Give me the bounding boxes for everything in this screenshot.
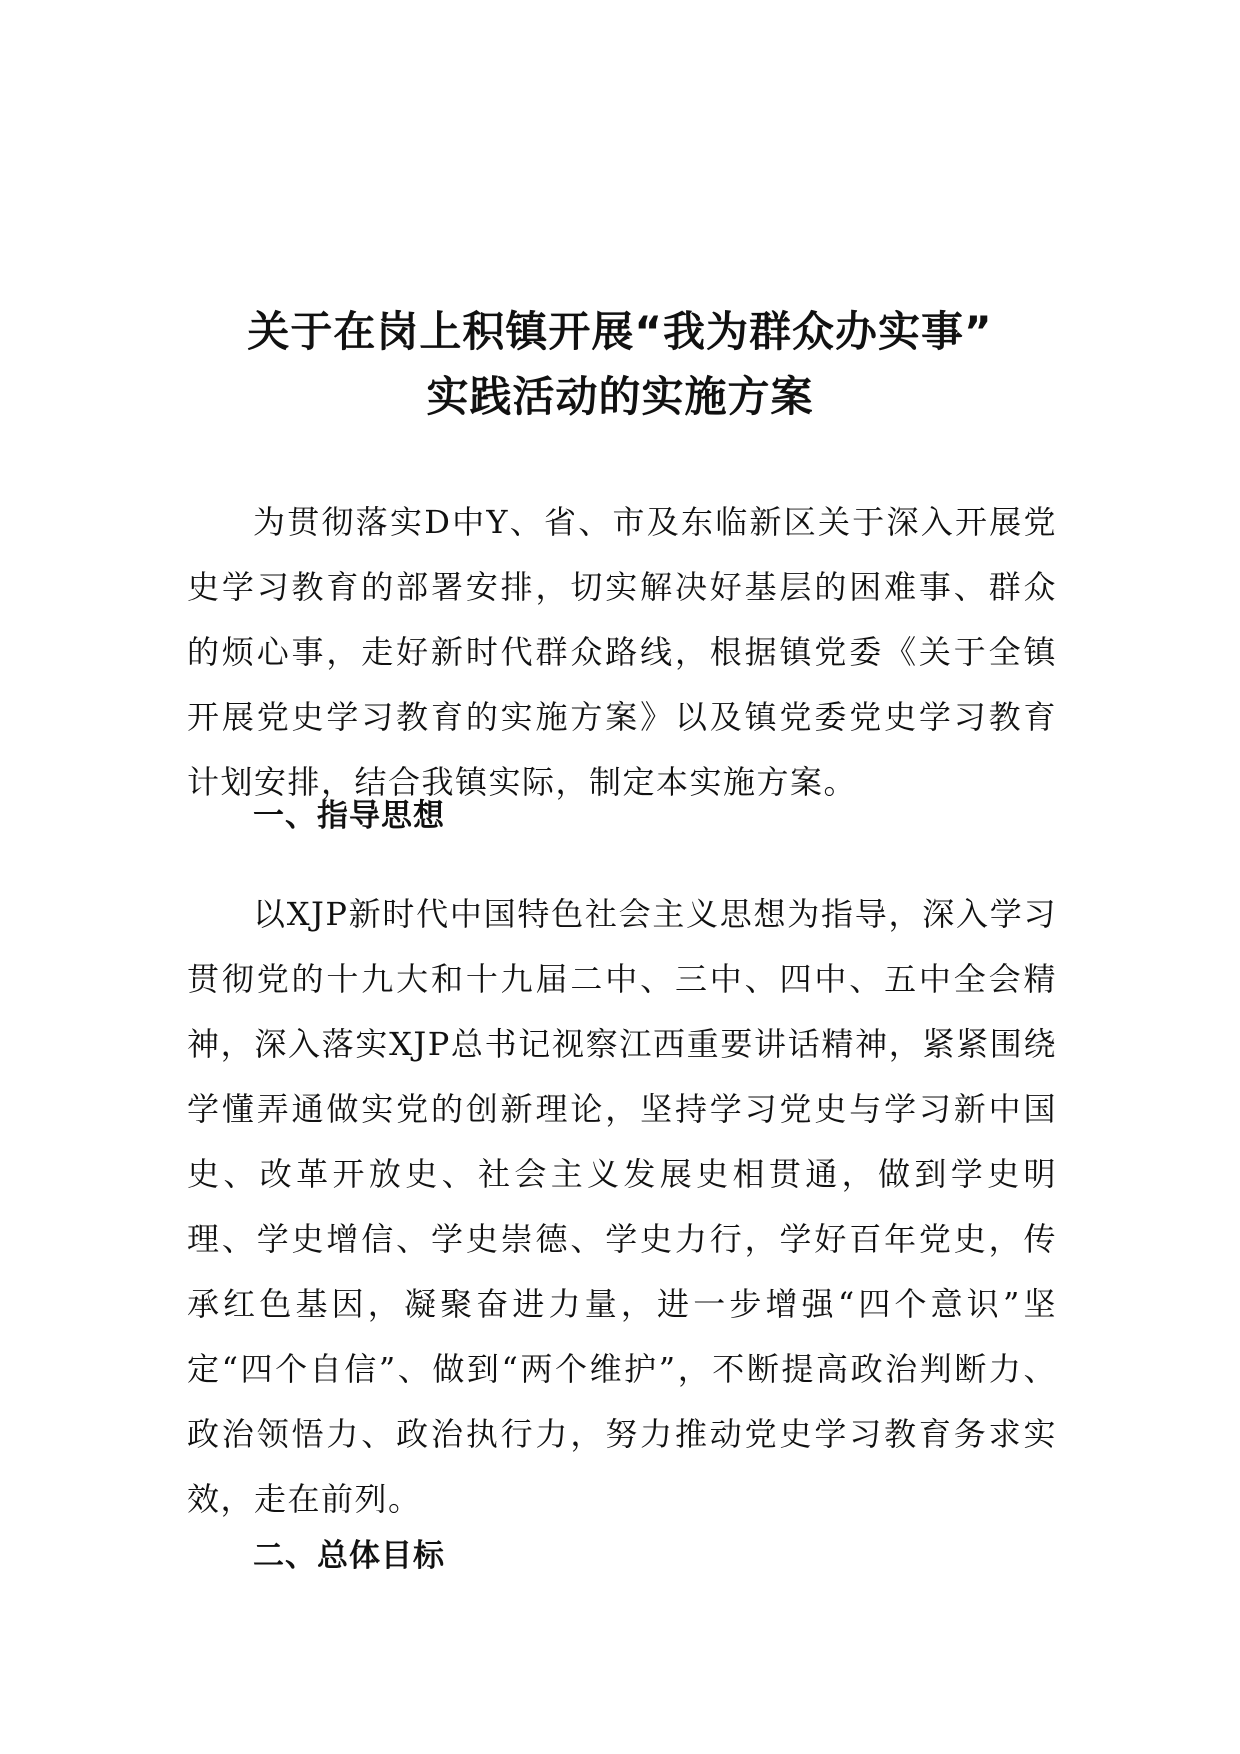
guiding-ideology-paragraph: 以XJP新时代中国特色社会主义思想为指导，深入学习贯彻党的十九大和十九届二中、三中、四中、五中全会精神，深入落实XJP总书记视察江西重要讲话精神，紧紧围绕学懂弄通做实党的创新理论，坚持学习党史与学习新中国史、改革开放史、社会主义发展史相贯通，做到学史明理、学史增信、学史崇德、学史力行，学好百年党史，传承红色基因，凝聚奋进力量，进一步增强“四个意识”坚定“四个自信”、做到“两个维护”，不断提高政治判断力、政治领悟力、政治执行力，努力推动党史学习教育务求实效，走在前列。	[187, 895, 1057, 1518]
section-heading-overall-goal: 二、总体目标	[253, 1538, 445, 1574]
section-heading-guiding-ideology: 一、指导思想	[253, 798, 445, 834]
document-title-line-2: 实践活动的实施方案	[426, 372, 814, 421]
document-title-line-1: 关于在岗上积镇开展“我为群众办实事”	[247, 307, 993, 356]
intro-paragraph: 为贯彻落实D中Y、省、市及东临新区关于深入开展党史学习教育的部署安排，切实解决好基层的困难事、群众的烦心事，走好新时代群众路线，根据镇党委《关于全镇开展党史学习教育的实施方案》以及镇党委党史学习教育计划安排，结合我镇实际，制定本实施方案。	[187, 503, 1057, 801]
